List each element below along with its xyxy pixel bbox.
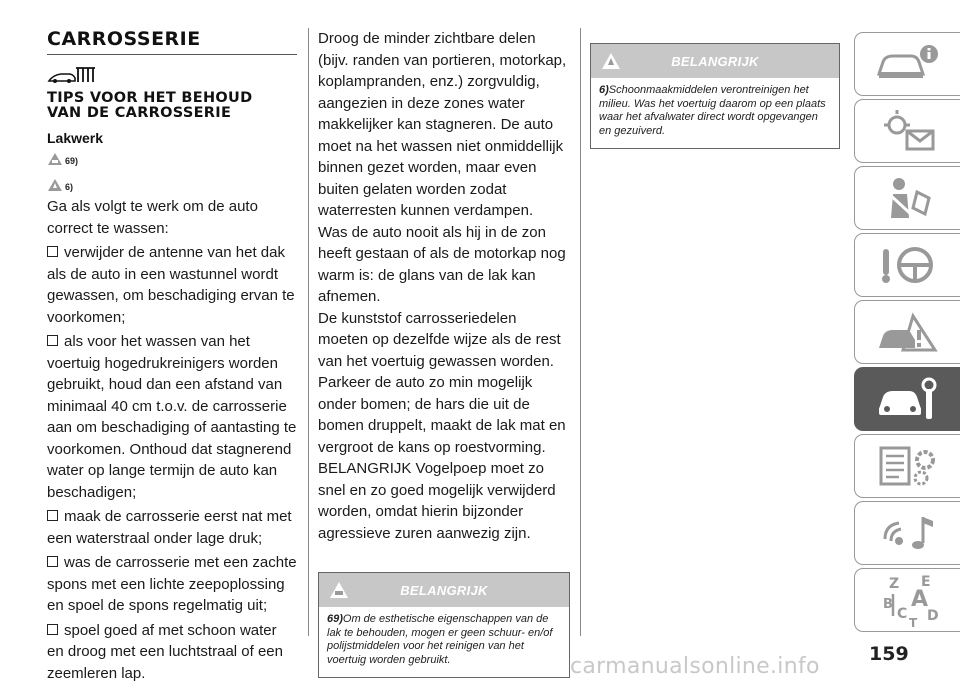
multimedia-icon <box>873 509 943 557</box>
note-header <box>591 44 839 78</box>
note-text: Om de esthetische eigenschappen van de lak te behouden, mogen er geen schuur- en/of polijstmiddelen voor het reinigen van het voertuig worden gebruikt. <box>327 613 552 666</box>
index-letter-a: A <box>911 587 928 612</box>
car-wash-icon-row <box>47 65 297 85</box>
bullet-list <box>47 242 297 684</box>
note-box-6 <box>590 43 840 149</box>
car-note-icon <box>47 152 63 166</box>
note-text: Schoonmaakmiddelen verontreinigen het milieu. Was het voertuig daarom op een plaats waar het afvalwater direct wordt opgevangen en gezuiverd. <box>599 84 826 137</box>
tab-maintenance[interactable] <box>854 367 960 431</box>
car-info-icon <box>873 40 943 88</box>
note-header <box>319 573 569 607</box>
index-letter-c: C <box>897 606 907 622</box>
environment-note-icon <box>47 178 63 192</box>
list-item: verwijder de antenne van het dak als de auto in een wastunnel wordt gewassen, om beschadiging ervan te voorkomen; <box>47 242 297 328</box>
maintenance-icon <box>873 375 943 423</box>
list-item: als voor het wassen van het voertuig hogedrukreinigers worden gebruikt, houd dan een afstand van minimaal 40 cm t.o.v. de carrosserie aan om beschadiging of aantasting te voorkomen. Onthoud dat stagnerend water op lange termijn de auto kan beschadigen; <box>47 331 297 503</box>
column-middle <box>318 28 570 678</box>
reference-6-label: 6) <box>65 182 73 192</box>
emergency-icon <box>873 308 943 356</box>
safety-icon <box>873 174 943 222</box>
technical-data-icon <box>873 442 943 490</box>
footer-watermark: carmanualsonline.info <box>570 654 820 679</box>
reference-6 <box>47 176 297 192</box>
note-header-label: BELANGRIJK <box>671 54 759 69</box>
index-letter-e: E <box>921 574 931 590</box>
checkbox-bullet-icon <box>47 335 58 346</box>
index-letter-b: B <box>883 597 893 612</box>
tab-emergency[interactable] <box>854 300 960 364</box>
list-item: was de carrosserie met een zachte spons met een lichte zeepoplossing en spoel de spons regelmatig uit; <box>47 552 297 617</box>
index-letter-z: Z <box>889 576 899 592</box>
subtitle-line-2: VAN DE CARROSSERIE <box>47 105 231 121</box>
list-item: spoel goed af met schoon water en droog met een luchtstraal of een zeemleren lap. <box>47 620 297 684</box>
index-letter-d: D <box>927 608 939 624</box>
column-divider <box>580 28 581 636</box>
warning-lights-icon <box>873 107 943 155</box>
tab-safety[interactable] <box>854 166 960 230</box>
column-divider <box>308 28 309 636</box>
note-body <box>319 607 569 677</box>
car-note-icon <box>329 581 349 599</box>
subtitle-line-1: TIPS VOOR HET BEHOUD <box>47 90 252 106</box>
index-icon <box>873 572 943 628</box>
paragraph: Was de auto nooit als hij in de zon heeft gestaan of als de motorkap nog warm is: de glans van de lak kan afnemen. <box>318 222 570 308</box>
tab-car-info[interactable] <box>854 32 960 96</box>
tab-warning-lights[interactable] <box>854 99 960 163</box>
tab-multimedia[interactable] <box>854 501 960 565</box>
checkbox-bullet-icon <box>47 246 58 257</box>
tab-index[interactable] <box>854 568 960 632</box>
tab-driving[interactable] <box>854 233 960 297</box>
index-letter-t: T <box>909 616 918 628</box>
page-number: 159 <box>869 643 909 665</box>
section-title: CARROSSERIE <box>47 28 297 55</box>
list-item: maak de carrosserie eerst nat met een waterstraal onder lage druk; <box>47 506 297 549</box>
paragraph: De kunststof carrosseriedelen moeten op dezelfde wijze als de rest van het voertuig gewassen worden. <box>318 308 570 373</box>
heading-lakwerk: Lakwerk <box>47 130 297 146</box>
intro-text: Ga als volgt te werk om de auto correct te wassen: <box>47 196 297 239</box>
driving-icon <box>873 241 943 289</box>
note-header-label: BELANGRIJK <box>400 583 488 598</box>
note-number: 6) <box>599 84 609 96</box>
note-number: 69) <box>327 613 343 625</box>
car-wash-icon <box>47 65 99 85</box>
checkbox-bullet-icon <box>47 510 58 521</box>
paragraph: BELANGRIJK Vogelpoep moet zo snel en zo goed mogelijk verwijderd worden, omdat hierin bijzonder agressieve zuren aanwezig zijn. <box>318 458 570 544</box>
reference-69-label: 69) <box>65 156 78 166</box>
reference-69 <box>47 150 297 166</box>
checkbox-bullet-icon <box>47 556 58 567</box>
note-box-69 <box>318 572 570 678</box>
chapter-nav-rail <box>854 32 960 635</box>
paragraph: Parkeer de auto zo min mogelijk onder bomen; de hars die uit de bomen druppelt, maakt de lak mat en vergroot de kans op roestvorming. <box>318 372 570 458</box>
checkbox-bullet-icon <box>47 624 58 635</box>
tab-technical-data[interactable] <box>854 434 960 498</box>
environment-note-icon <box>601 52 621 70</box>
column-right <box>590 43 840 149</box>
column-left <box>47 28 297 684</box>
paragraph: Droog de minder zichtbare delen (bijv. randen van portieren, motorkap, koplampranden, enz.) zorgvuldig, aangezien in deze zones water makkelijker kan stagneren. De auto moet na het wassen niet onmiddellijk binnen gezet worden, maar even buiten gelaten worden zodat waterresten kunnen verdampen. <box>318 28 570 222</box>
subsection-title <box>47 91 297 121</box>
note-body <box>591 78 839 148</box>
